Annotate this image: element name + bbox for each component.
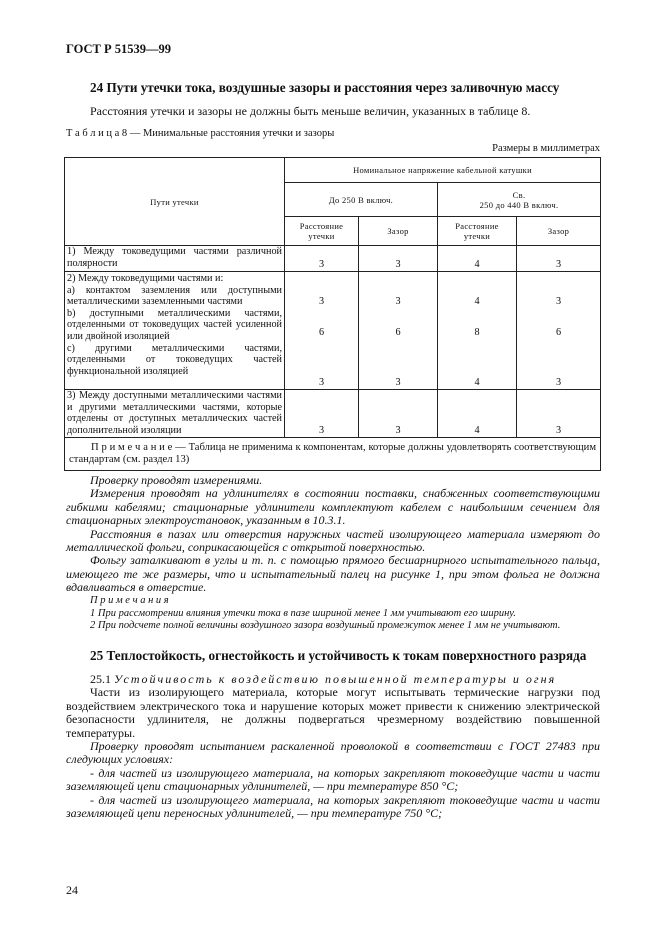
check-p2: Измерения проводят на удлинителях в состоянии поставки, снабженных соответствующими гибкими кабелями; стационарные удлинители комплектуют кабелем с наибольшим сечением для стационарных электроустановок, указанным в 10.3.1. — [66, 486, 600, 528]
cell-value: 4 — [438, 389, 517, 437]
sub-header-clearance-1: Зазор — [359, 217, 438, 246]
subsection-25-1-number: 25.1 — [90, 672, 111, 686]
section-25-p2: Проверку проводят испытанием раскаленной проволокой в соответствии с ГОСТ 27483 при следующих условиях: — [66, 739, 600, 767]
check-block — [66, 474, 600, 595]
cell-value: 3 — [359, 246, 438, 272]
notes-block — [90, 595, 600, 633]
cell-value: 3 — [359, 389, 438, 437]
table-row-group-2 — [65, 272, 601, 390]
section-24-title: 24 Пути утечки тока, воздушные зазоры и расстояния через заливочную массу — [90, 80, 560, 95]
col-group-2-line1: Св. — [512, 189, 526, 200]
row-label-group-2 — [65, 272, 285, 390]
subsection-25-1-title: Устойчивость к воздействию повышенной температуры и огня — [114, 672, 557, 686]
sub-header-creepage-2: Расстояние утечки — [438, 217, 517, 246]
note-2: 2 При подсчете полной величины воздушного зазора воздушный промежуток менее 1 мм не учитывают. — [90, 620, 561, 631]
table-note-row — [65, 437, 601, 470]
table-note-label: П р и м е ч а н и е — [91, 441, 173, 453]
section-25-body — [66, 673, 600, 820]
table-row — [65, 246, 601, 272]
table-caption-prefix: Т а б л и ц а 8 — [66, 128, 128, 139]
sub-header-creepage-1: Расстояние утечки — [285, 217, 359, 246]
section-24-intro: Расстояния утечки и зазоры не должны быть меньше величин, указанных в таблице 8. — [90, 104, 531, 118]
table-row — [65, 389, 601, 437]
notes-label: П р и м е ч а н и я — [90, 595, 169, 606]
cell-value-column: 3 6 3 — [359, 272, 438, 390]
cell-value: 3 — [517, 389, 601, 437]
cell-value-column: 3 6 3 — [517, 272, 601, 390]
check-p1: Проверку проводят измерениями. — [90, 473, 263, 487]
section-25-p1: Части из изолирующего материала, которые могут испытывать термические нагрузки под воздействием электрического тока и нарушение которых может привести к снижению электрической безопасности удлинителя, не должны подвергаться чрезмерному воздействию повышенной температуры. — [66, 685, 600, 740]
col-group-1: До 250 В включ. — [285, 183, 438, 217]
cell-value-column: 4 8 4 — [438, 272, 517, 390]
table-units: Размеры в миллиметрах — [492, 143, 600, 154]
cell-value-column: 3 6 3 — [285, 272, 359, 390]
table-caption — [66, 128, 334, 141]
section-25-title: 25 Теплостойкость, огнестойкость и устойчивость к токам поверхностного разряда — [90, 648, 587, 663]
table-note-text: — Таблица не применима к компонентам, которые должны удовлетворять соответствующим стандартам (см. раздел 13) — [69, 441, 597, 466]
row-label-2a: a) контактом заземления или доступными металлическими заземленными частями — [67, 284, 282, 308]
col-group-2 — [438, 183, 601, 217]
row-label-2b: b) доступными металлическими частями, отделенными от токоведущих частей усиленной или двойной изоляцией — [67, 307, 282, 342]
col-header-voltage: Номинальное напряжение кабельной катушки — [285, 158, 601, 183]
check-p3: Расстояния в пазах или отверстия наружных частей изолирующего материала измеряют до металлической фольги, соприкасающейся с открытой поверхностью. — [66, 526, 600, 555]
page-number: 24 — [66, 883, 78, 897]
note-1: 1 При рассмотрении влияния утечки тока в пазе шириной менее 1 мм учитывают его ширину. — [90, 607, 516, 619]
row-label-2: 2) Между токоведущими частями и: — [67, 273, 224, 284]
cell-value: 3 — [285, 389, 359, 437]
subsection-25-1 — [66, 673, 600, 686]
cell-value: 3 — [285, 246, 359, 272]
section-25-p4: - для частей из изолирующего материала, на которых закрепляют токоведущие части и части заземляющей цепи переносных удлинителей, — при температуре 750 °С; — [66, 792, 600, 821]
cell-value: 3 — [517, 246, 601, 272]
col-group-2-line2: 250 до 440 В включ. — [479, 199, 559, 210]
col-header-path: Пути утечки — [65, 158, 285, 246]
table-note — [65, 437, 601, 470]
row-label: 3) Между доступными металлическими частями и другими металлическими частями, которые отделены от доступных металлических частей дополнительной изоляции — [65, 389, 285, 437]
row-label-2c: c) другими металлическими частями, отделенными от токоведущих частей функциональной изоляцией — [67, 342, 282, 377]
table-8 — [64, 157, 601, 471]
section-25-p3: - для частей из изолирующего материала, на которых закрепляют токоведущие части и части заземляющей цепи стационарных удлинителей, — при температуре 850 °С; — [66, 765, 600, 794]
sub-header-clearance-2: Зазор — [517, 217, 601, 246]
table-caption-text: — Минимальные расстояния утечки и зазоры — [127, 128, 335, 139]
row-label: 1) Между токоведущими частями различной полярности — [65, 246, 285, 272]
cell-value: 4 — [438, 246, 517, 272]
document-header: ГОСТ Р 51539—99 — [66, 42, 172, 56]
check-p4: Фольгу заталкивают в углы и т. п. с помощью прямого бесшарнирного испытательного пальца, имеющего те же размеры, что и испытательный палец на рисунке 1, при этом фольга не должна вдавливаться в отверстие. — [66, 553, 600, 595]
